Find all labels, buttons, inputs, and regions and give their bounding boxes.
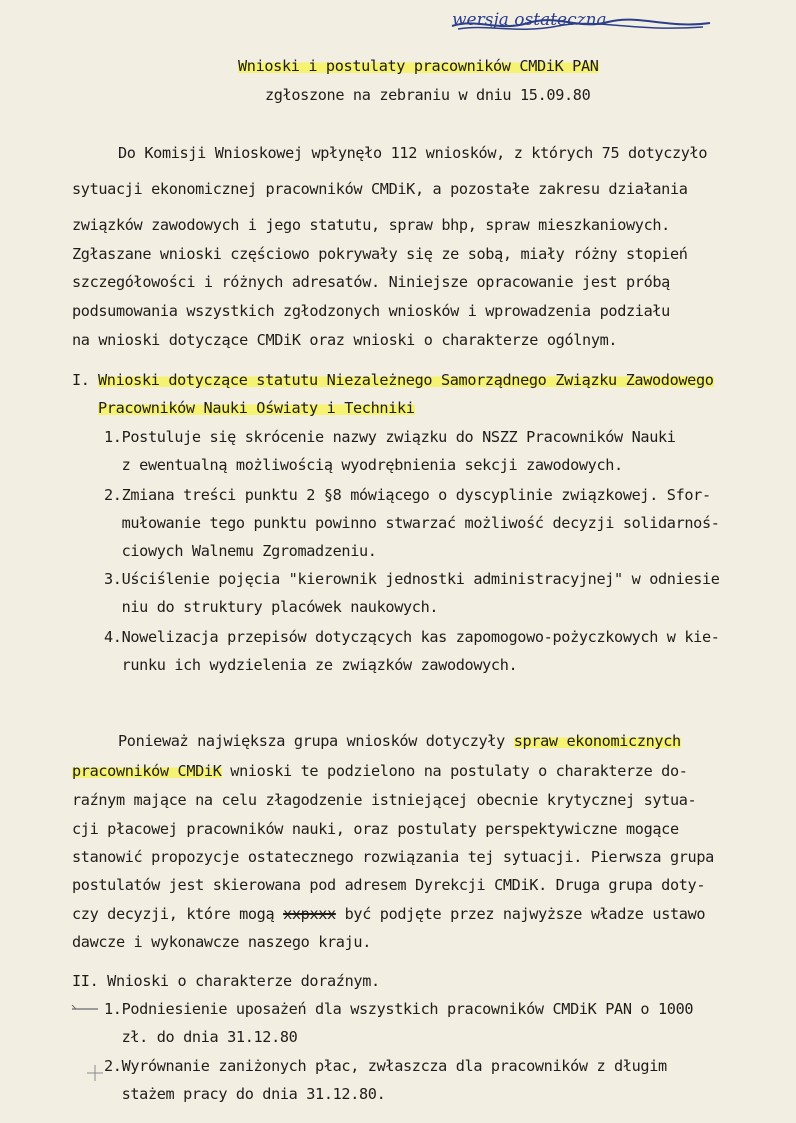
section-1-item: z ewentualną możliwością wyodrębnienia sekcji zawodowych. — [104, 456, 623, 474]
economic-line: pracowników CMDiK wnioski te podzielono na postulaty o charakterze do- — [72, 762, 688, 780]
intro-line: szczegółowości i różnych adresatów. Niniejsze opracowanie jest próbą — [72, 273, 670, 291]
margin-dash-icon — [68, 1002, 102, 1016]
section-1-heading: Wnioski dotyczące statutu Niezależnego Samorządnego Związku Zawodowego — [98, 371, 714, 389]
section-1-item: 2.Zmiana treści punktu 2 §8 mówiącego o dyscyplinie związkowej. Sfor- — [104, 486, 711, 504]
section-1-item: 1.Postuluje się skrócenie nazwy związku do NSZZ Pracowników Nauki — [104, 428, 676, 446]
section-1-item: runku ich wydzielenia ze związków zawodowych. — [104, 656, 518, 674]
title-line-1: Wnioski i postulaty pracowników CMDiK PAN — [238, 57, 599, 75]
scribble-strikeout-icon — [448, 14, 718, 36]
section-2-item: 2.Wyrównanie zaniżonych płac, zwłaszcza dla pracowników z długim — [104, 1057, 667, 1075]
economic-line: czy decyzji, które mogą xxpxxx być podjęte przez najwyższe władze ustawo — [72, 905, 706, 923]
section-2-heading: II. Wnioski o charakterze doraźnym. — [72, 972, 380, 990]
title-line-2: zgłoszone na zebraniu w dniu 15.09.80 — [265, 86, 591, 104]
intro-line: sytuacji ekonomicznej pracowników CMDiK, a pozostałe zakresu działania — [72, 180, 688, 198]
economic-line: cji płacowej pracowników nauki, oraz postulaty perspektywiczne mogące — [72, 820, 679, 838]
section-1-number: I. — [72, 371, 90, 389]
economic-line: postulatów jest skierowana pod adresem Dyrekcji CMDiK. Druga grupa doty- — [72, 876, 706, 894]
section-2-item: stażem pracy do dnia 31.12.80. — [104, 1085, 386, 1103]
economic-line: stanowić propozycje ostatecznego rozwiązania tej sytuacji. Pierwsza grupa — [72, 848, 714, 866]
struck-word: xxpxxx — [283, 905, 336, 923]
section-1-item: ciowych Walnemu Zgromadzeniu. — [104, 542, 377, 560]
intro-line: na wnioski dotyczące CMDiK oraz wnioski o charakterze ogólnym. — [72, 331, 618, 349]
intro-line: związków zawodowych i jego statutu, spraw bhp, spraw mieszkaniowych. — [72, 216, 670, 234]
intro-line: Do Komisji Wnioskowej wpłynęło 112 wniosków, z których 75 dotyczyło — [118, 144, 708, 162]
handwritten-note: wersja ostateczna — [452, 10, 607, 30]
section-1-item: niu do struktury placówek naukowych. — [104, 598, 439, 616]
intro-line: podsumowania wszystkich zgłodzonych wniosków i wprowadzenia podziału — [72, 302, 670, 320]
economic-line: raźnym mające na celu złagodzenie istniejącej obecnie krytycznej sytua- — [72, 791, 697, 809]
intro-line: Zgłaszane wnioski częściowo pokrywały się ze sobą, miały różny stopień — [72, 245, 688, 263]
section-2-item: 1.Podniesienie uposażeń dla wszystkich pracowników CMDiK PAN o 1000 — [104, 1000, 694, 1018]
margin-plus-icon — [84, 1062, 106, 1084]
section-1-heading: Pracowników Nauki Oświaty i Techniki — [98, 399, 415, 417]
economic-line: dawcze i wykonawcze naszego kraju. — [72, 933, 371, 951]
section-1-item: mułowanie tego punktu powinno stwarzać możliwość decyzji solidarnoś- — [104, 514, 720, 532]
section-1-item: 4.Nowelizacja przepisów dotyczących kas zapomogowo-pożyczkowych w kie- — [104, 628, 720, 646]
economic-line: Ponieważ największa grupa wniosków dotyczyły spraw ekonomicznych — [118, 732, 681, 750]
section-1-item: 3.Uściślenie pojęcia "kierownik jednostki administracyjnej" w odniesie — [104, 570, 720, 588]
section-2-item: zł. do dnia 31.12.80 — [104, 1028, 298, 1046]
